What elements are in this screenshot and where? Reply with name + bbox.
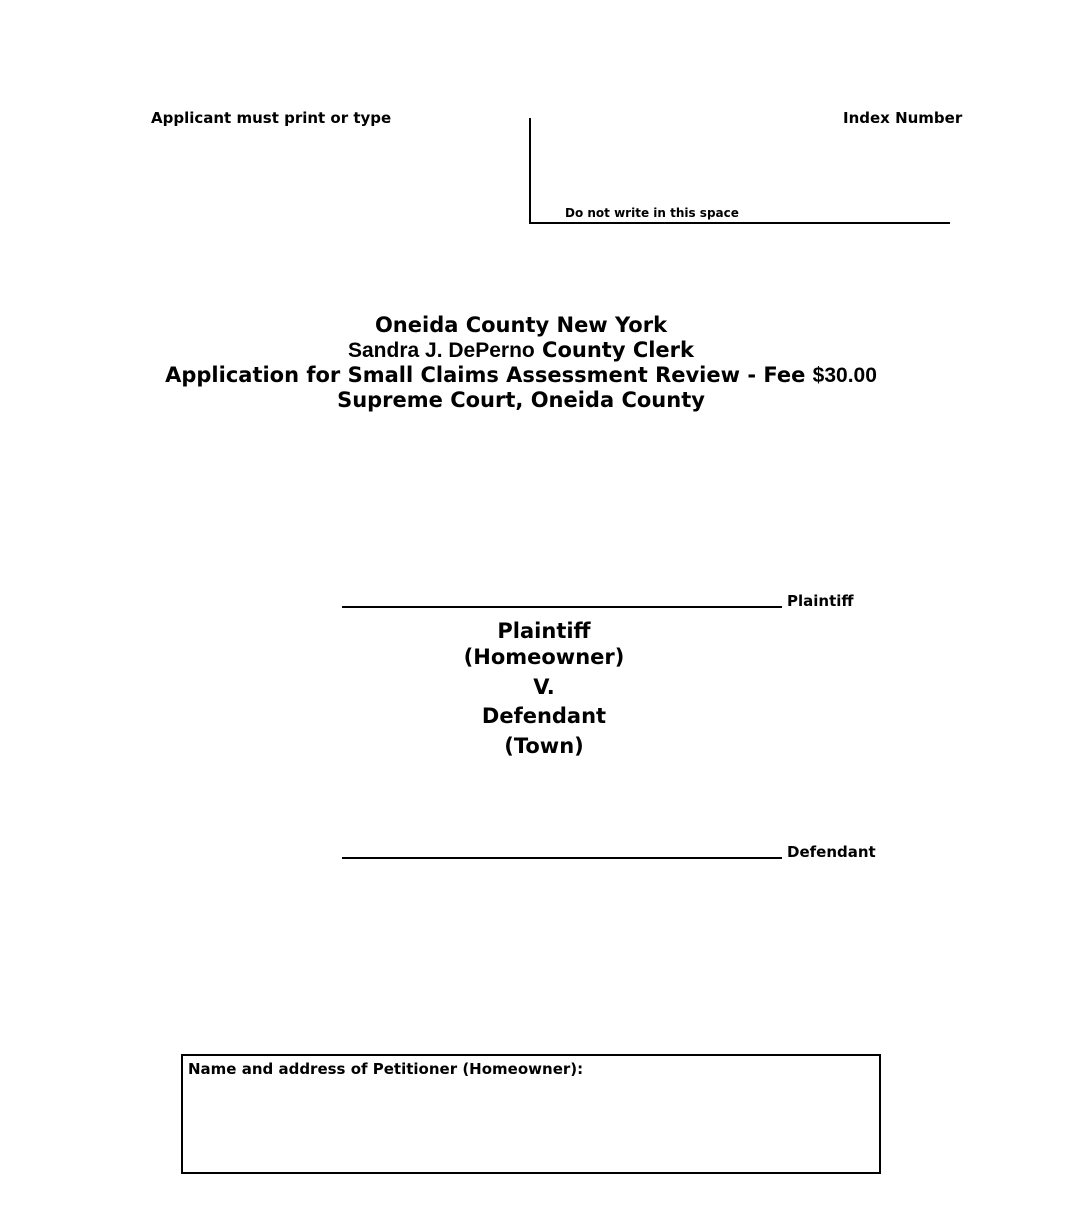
fee-amount: $30.00	[812, 364, 877, 387]
clerk-heading	[0, 338, 1042, 363]
defendant-line-label: Defendant	[787, 843, 876, 861]
do-not-write-note: Do not write in this space	[565, 206, 739, 220]
index-box-bottom-border	[529, 222, 950, 224]
defendant-name-line[interactable]	[342, 857, 782, 859]
application-title-text: Application for Small Claims Assessment Review - Fee	[165, 363, 813, 387]
clerk-name: Sandra J. DePerno	[348, 339, 535, 362]
caption-plaintiff: Plaintiff	[497, 619, 591, 643]
caption-town: (Town)	[504, 734, 584, 758]
clerk-title: County Clerk	[534, 338, 694, 362]
plaintiff-name-line[interactable]	[342, 606, 782, 608]
caption-defendant: Defendant	[481, 704, 607, 728]
applicant-print-note: Applicant must print or type	[151, 109, 392, 127]
caption-homeowner: (Homeowner)	[463, 645, 625, 669]
county-heading: Oneida County New York	[374, 313, 668, 337]
petitioner-address-box[interactable]	[181, 1054, 881, 1174]
caption-versus: V.	[533, 675, 555, 699]
court-heading: Supreme Court, Oneida County	[337, 388, 705, 412]
petitioner-address-label: Name and address of Petitioner (Homeowner):	[188, 1060, 584, 1078]
index-number-label: Index Number	[843, 109, 963, 127]
plaintiff-line-label: Plaintiff	[787, 592, 854, 610]
index-box-left-border	[529, 118, 531, 224]
application-title	[0, 363, 1042, 388]
